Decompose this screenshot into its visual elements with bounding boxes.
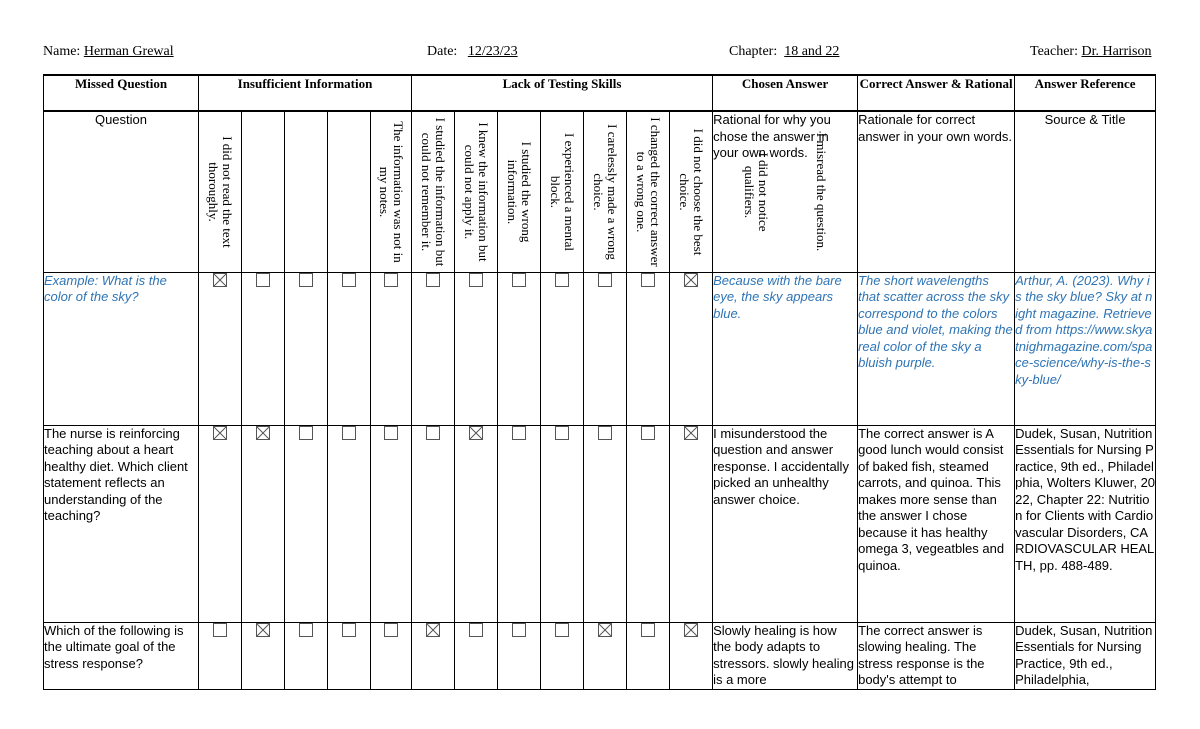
chosen-answer-cell[interactable]: Slowly healing is how the body adapts to stressors. slowly healing is a more <box>713 622 858 689</box>
checkbox-unchecked[interactable] <box>256 273 270 287</box>
correct-answer-cell[interactable]: The correct answer is slowing healing. The stress response is the body's attempt to <box>858 622 1015 689</box>
checkbox-checked[interactable] <box>213 273 227 287</box>
reason-changed-answer: I changed the correct answer to a wrong one. <box>634 117 663 267</box>
checkbox-unchecked[interactable] <box>641 426 655 440</box>
checkbox-unchecked[interactable] <box>384 426 398 440</box>
col-answer-reference: Answer Reference <box>1015 75 1156 111</box>
checkbox-unchecked[interactable] <box>555 426 569 440</box>
chosen-answer-cell[interactable]: I misunderstood the question and answer response. I accidentally picked an unhealthy answer choice. <box>713 425 858 622</box>
table-row <box>44 425 1156 622</box>
checkbox-unchecked[interactable] <box>512 426 526 440</box>
checkbox-checked[interactable] <box>256 426 270 440</box>
correct-subheader: Rationale for correct answer in your own words. <box>858 111 1015 272</box>
question-cell[interactable]: Which of the following is the ultimate goal of the stress response? <box>44 622 199 689</box>
checkbox-unchecked[interactable] <box>342 273 356 287</box>
checkbox-unchecked[interactable] <box>384 623 398 637</box>
date-value[interactable]: 12/23/23 <box>467 44 518 59</box>
checkbox-checked[interactable] <box>684 623 698 637</box>
subheader-row <box>44 111 1156 272</box>
question-cell[interactable]: Example: What is the color of the sky? <box>44 272 199 425</box>
checkbox-unchecked[interactable] <box>299 623 313 637</box>
reason-not-read: I did not read the text thoroughly. <box>206 135 235 248</box>
checkbox-unchecked[interactable] <box>213 623 227 637</box>
checkbox-unchecked[interactable] <box>598 273 612 287</box>
chosen-subheader-cell <box>713 111 858 272</box>
table-row <box>44 272 1156 425</box>
reference-cell[interactable]: Dudek, Susan, Nutrition Essentials for Nursing Practice, 9th ed., Philadelphia, <box>1015 622 1156 689</box>
reason-wrong-information: I studied the wrong information. <box>505 141 534 243</box>
checkbox-unchecked[interactable] <box>426 273 440 287</box>
col-lack-testing-skills: Lack of Testing Skills <box>412 75 713 111</box>
checkbox-checked[interactable] <box>598 623 612 637</box>
reason-not-best-choice: I did not choose the best choice. <box>677 128 707 256</box>
checkbox-checked[interactable] <box>426 623 440 637</box>
question-cell[interactable]: The nurse is reinforcing teaching about a heart healthy diet. Which client statement reflects an understanding of the teaching? <box>44 425 199 622</box>
checkbox-unchecked[interactable] <box>342 426 356 440</box>
teacher-label: Teacher: <box>1030 44 1078 59</box>
checkbox-unchecked[interactable] <box>555 623 569 637</box>
correct-answer-cell[interactable]: The short wavelengths that scatter across the sky correspond to the colors blue and violet, making the real color of the sky a bluish purple. <box>858 272 1015 425</box>
col-missed-question: Missed Question <box>44 75 199 111</box>
reason-mental-block: I experienced a mental block. <box>548 132 577 251</box>
chosen-answer-cell[interactable]: Because with the bare eye, the sky appears blue. <box>713 272 858 425</box>
reason-could-not-remember: I studied the information but could not remember it. <box>419 117 448 267</box>
reference-subheader: Source & Title <box>1015 111 1156 272</box>
qualifiers-line-2: qualifiers. <box>742 165 758 218</box>
chapter-field <box>729 44 839 60</box>
checkbox-unchecked[interactable] <box>469 273 483 287</box>
qualifiers-line-1: I did not notice <box>756 152 772 232</box>
checkbox-checked[interactable] <box>256 623 270 637</box>
col-chosen-answer: Chosen Answer <box>713 75 858 111</box>
checkbox-unchecked[interactable] <box>426 426 440 440</box>
table-row <box>44 622 1156 689</box>
date-label: Date: <box>427 44 458 59</box>
checkbox-unchecked[interactable] <box>555 273 569 287</box>
chosen-subheader: Rational for why you chose the answer in your own words. <box>713 112 831 160</box>
reference-cell[interactable]: Arthur, A. (2023). Why is the sky blue? Sky at night magazine. Retrieved from https://www.skyatnighmagazine.com/space-science/why-is-the-sky-blue/ <box>1015 272 1156 425</box>
checkbox-checked[interactable] <box>684 273 698 287</box>
teacher-field <box>1030 44 1151 60</box>
checkbox-unchecked[interactable] <box>512 623 526 637</box>
checkbox-unchecked[interactable] <box>512 273 526 287</box>
missed-question-table <box>43 74 1156 690</box>
reference-cell[interactable]: Dudek, Susan, Nutrition Essentials for Nursing Practice, 9th ed., Philadelphia, Wolters Kluwer, 2022, Chapter 22: Nutrition for Clients with Cardiovascular Disorders, CARDIOVASCULAR HEALTH, pp. 488-489. <box>1015 425 1156 622</box>
correct-answer-cell[interactable]: The correct answer is A good lunch would consist of baked fish, steamed carrots, and quinoa. This makes more sense than the answer I chose because it has healthy omega 3, vegeatbles and quinoa. <box>858 425 1015 622</box>
chapter-label: Chapter: <box>729 44 778 59</box>
col-correct-answer: Correct Answer & Rational <box>858 75 1015 111</box>
checkbox-unchecked[interactable] <box>598 426 612 440</box>
checkbox-unchecked[interactable] <box>641 273 655 287</box>
checkbox-unchecked[interactable] <box>641 623 655 637</box>
reason-careless-choice: I carelessly made a wrong choice. <box>591 123 620 260</box>
checkbox-unchecked[interactable] <box>342 623 356 637</box>
checkbox-unchecked[interactable] <box>299 273 313 287</box>
question-subheader: Question <box>44 111 199 272</box>
reason-could-not-apply: I knew the information but could not apply it. <box>462 122 491 262</box>
table-header-row <box>44 75 1156 111</box>
col-insufficient-information: Insufficient Information <box>199 75 412 111</box>
name-value[interactable]: Herman Grewal <box>83 44 174 59</box>
checkbox-unchecked[interactable] <box>469 623 483 637</box>
checkbox-checked[interactable] <box>213 426 227 440</box>
reason-misread-question: I misread the question. <box>814 132 830 251</box>
checkbox-unchecked[interactable] <box>384 273 398 287</box>
name-field <box>43 44 174 60</box>
checkbox-checked[interactable] <box>684 426 698 440</box>
chapter-value[interactable]: 18 and 22 <box>784 44 840 59</box>
name-label: Name: <box>43 44 81 59</box>
checkbox-unchecked[interactable] <box>299 426 313 440</box>
teacher-value[interactable]: Dr. Harrison <box>1081 44 1152 59</box>
checkbox-checked[interactable] <box>469 426 483 440</box>
date-field <box>427 44 518 60</box>
reason-not-in-notes: The information was not in my notes. <box>377 120 406 263</box>
